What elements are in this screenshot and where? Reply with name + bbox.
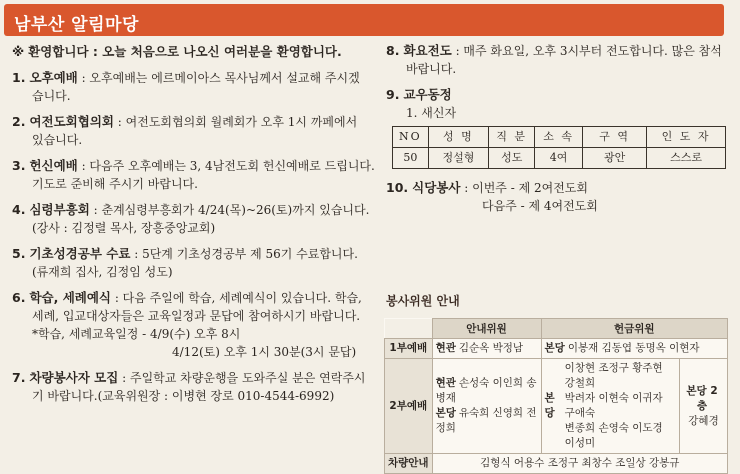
row-label: 1부예배	[385, 339, 433, 359]
item-text: : 다음주 오후예배는 3, 4남전도회 헌신예배로 드립니다.	[77, 159, 375, 173]
item-heading: 심령부흥회	[29, 202, 90, 217]
location-tag: 본당 2층	[686, 384, 718, 412]
welcome-notice	[12, 42, 377, 60]
table-header: 헌금위원	[541, 319, 727, 339]
table-cell: 스스로	[647, 148, 726, 169]
location-tag: 현관	[435, 342, 456, 354]
notice-item-10	[386, 179, 726, 215]
names: 이봉재 김동엽 동명옥 이현자	[567, 342, 700, 354]
education-schedule: *학습, 세례교육일정 - 4/9(수) 오후 8시	[32, 327, 241, 341]
item-text: 다음주 - 제 4여전도회	[482, 199, 598, 213]
table-header-row	[393, 127, 726, 148]
item-heading: 교우동정	[403, 87, 452, 102]
names: 변종희 손영숙 이도경 이성미	[564, 422, 663, 449]
table-cell	[541, 359, 679, 454]
table-row	[385, 339, 728, 359]
item-text: 기 바랍니다.(교육위원장 : 이병현 장로 010-4544-6992)	[32, 389, 335, 403]
newcomer-subheading: 1. 새신자	[406, 106, 457, 120]
item-text: (류재희 집사, 김정임 성도)	[32, 265, 173, 279]
item-number: 9.	[386, 87, 400, 102]
item-heading: 헌신예배	[29, 158, 78, 173]
notice-item-4	[12, 201, 377, 237]
item-heading: 화요전도	[403, 43, 452, 58]
item-heading: 오후예배	[29, 70, 78, 85]
item-heading: 기초성경공부 수료	[29, 246, 131, 261]
names: 유숙희 신영희 전정희	[435, 407, 537, 434]
notice-item-8	[386, 42, 726, 78]
welcome-text: 환영합니다 : 오늘 처음으로 나오신 여러분을 환영합니다.	[28, 44, 342, 59]
item-text: : 춘계심령부흥회가 4/24(목)~26(토)까지 있습니다.	[89, 203, 370, 217]
table-cell	[432, 359, 541, 454]
item-text: : 매주 화요일, 오후 3시부터 전도합니다. 많은 참석	[451, 44, 722, 58]
names: 김순옥 박정남	[458, 342, 524, 354]
item-text: : 5단계 기초성경공부 제 56기 수료합니다.	[130, 247, 358, 261]
item-number: 3.	[12, 158, 26, 173]
location-tag: 현관	[435, 377, 456, 389]
item-heading: 식당봉사	[412, 180, 461, 195]
item-number: 7.	[12, 370, 26, 385]
table-row	[385, 359, 728, 454]
table-corner	[385, 319, 433, 339]
notice-item-7	[12, 369, 377, 405]
location-tag: 본당	[435, 407, 456, 419]
volunteer-table	[384, 318, 728, 474]
table-cell: 광안	[583, 148, 647, 169]
item-text: 습니다.	[32, 89, 71, 103]
notice-item-3	[12, 157, 377, 193]
item-text: : 이번주 - 제 2여전도회	[460, 181, 588, 195]
right-column	[386, 42, 726, 223]
item-heading: 학습, 세례예식	[29, 290, 111, 305]
table-header: 성 명	[428, 127, 489, 148]
item-text: 기도로 준비해 주시기 바랍니다.	[32, 177, 198, 191]
item-text: : 오후예배는 에르메이아스 목사님께서 설교해 주시겠	[77, 71, 360, 85]
item-heading: 차량봉사자 모집	[29, 370, 119, 385]
item-number: 8.	[386, 43, 400, 58]
table-cell: 정설형	[428, 148, 489, 169]
item-text: 세례, 입교대상자들은 교육일정과 문답에 참여하시기 바랍니다.	[32, 309, 361, 323]
notice-item-2	[12, 113, 377, 149]
volunteer-title: 봉사위원 안내	[386, 294, 460, 308]
names: 박려자 이현숙 이귀자 구애숙	[564, 392, 663, 419]
item-number: 4.	[12, 202, 26, 217]
reference-mark: ※	[12, 44, 25, 59]
table-cell	[541, 339, 727, 359]
item-number: 5.	[12, 246, 26, 261]
table-row	[385, 454, 728, 474]
table-cell: 4여	[535, 148, 583, 169]
item-number: 1.	[12, 70, 26, 85]
item-text: 있습니다.	[32, 133, 83, 147]
table-cell: 성도	[489, 148, 535, 169]
notice-item-5	[12, 245, 377, 281]
table-header: 구 역	[583, 127, 647, 148]
table-cell: 김형식 어용수 조정구 최창수 조일상 강봉규	[432, 454, 727, 474]
newcomer-table	[392, 126, 726, 169]
names: 손성숙 이인희 송병재	[435, 377, 537, 404]
notice-item-6	[12, 289, 377, 361]
table-row	[393, 148, 726, 169]
table-header: NO	[393, 127, 429, 148]
item-text: : 여전도회협의회 월례회가 오후 1시 까페에서	[113, 115, 358, 129]
item-heading: 여전도회협의회	[29, 114, 114, 129]
names: 이창현 조정구 황주현 강철희	[564, 362, 663, 389]
item-number: 10.	[386, 180, 409, 195]
notice-item-1	[12, 69, 377, 105]
left-column	[12, 42, 377, 413]
table-cell: 50	[393, 148, 429, 169]
table-header-row	[385, 319, 728, 339]
item-text: (강사 : 김정렬 목사, 장흥중앙교회)	[32, 221, 216, 235]
table-cell	[432, 339, 541, 359]
item-text: : 주일학교 차량운행을 도와주실 분은 연락주시	[118, 371, 366, 385]
names: 강혜경	[688, 414, 719, 427]
item-text: 바랍니다.	[406, 62, 457, 76]
item-number: 6.	[12, 290, 26, 305]
table-header: 소 속	[535, 127, 583, 148]
banner-title: 남부산 알림마당	[14, 15, 139, 35]
row-label: 차량안내	[385, 454, 433, 474]
row-label: 2부예배	[385, 359, 433, 454]
education-schedule: 4/12(토) 오후 1시 30분(3시 문답)	[172, 345, 357, 359]
table-cell	[680, 359, 728, 454]
table-header: 안내위원	[432, 319, 541, 339]
notice-item-9	[386, 86, 726, 169]
table-header: 직 분	[489, 127, 535, 148]
item-text: : 다음 주일에 학습, 세례예식이 있습니다. 학습,	[111, 291, 362, 305]
location-tag: 본당	[544, 392, 555, 419]
section-banner	[4, 4, 724, 36]
table-header: 인 도 자	[647, 127, 726, 148]
item-number: 2.	[12, 114, 26, 129]
location-tag: 본당	[544, 342, 565, 354]
